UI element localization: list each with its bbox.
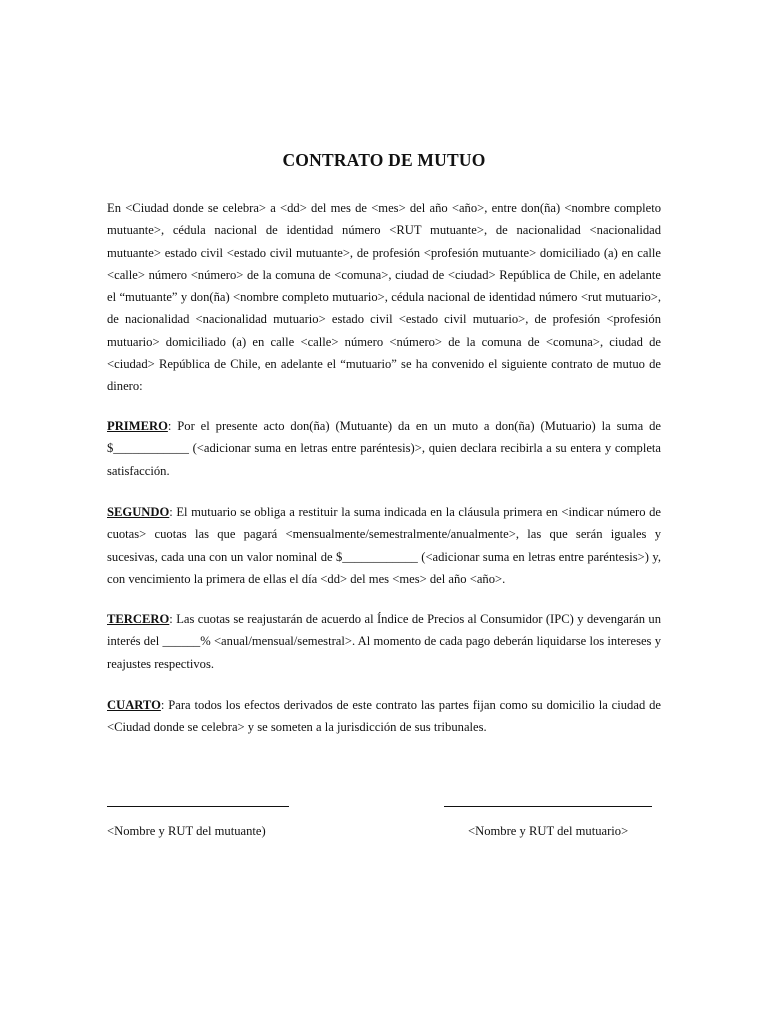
clause-text: : El mutuario se obliga a restituir la suma indicada en la cláusula primera en <indicar número de cuotas> cuotas las que pagará <mensualmente/semestralmente/anualmente>, las que serán iguales y sucesivas, cada una con un valor nominal de $____________ (<adicionar suma en letras entre paréntesis>) y, con vencimiento la primera de ellas el día <dd> del mes <mes> del año <año>. [107, 505, 661, 586]
clause-heading: SEGUNDO [107, 505, 170, 519]
signature-label-mutuario: <Nombre y RUT del mutuario> [468, 824, 629, 838]
clause-text: : Por el presente acto don(ña) (Mutuante) da en un muto a don(ña) (Mutuario) la suma de $____________ (<adicionar suma en letras entre paréntesis)>, quien declara recibirla a su entera y completa satisfacción. [107, 419, 661, 478]
clause-cuarto [107, 694, 661, 739]
intro-paragraph: En <Ciudad donde se celebra> a <dd> del mes de <mes> del año <año>, entre don(ña) <nombre completo mutuante>, cédula nacional de identidad número <RUT mutuante>, de nacionalidad <nacionalidad mutuante> estado civil <estado civil mutuante>, de profesión <profesión mutuante> domiciliado (a) en calle <calle> número <número> de la comuna de <comuna>, ciudad de <ciudad> República de Chile, en adelante el “mutuante” y don(ña) <nombre completo mutuario>, cédula nacional de identidad número <rut mutuario>, de nacionalidad <nacionalidad mutuario> estado civil <estado civil mutuario>, de profesión <profesión mutuario> domiciliado (a) en calle <calle> número <número> de la comuna de <comuna>, ciudad de <ciudad> República de Chile, en adelante el “mutuario” se ha convenido el siguiente contrato de mutuo de dinero: [107, 201, 661, 394]
clause-heading: TERCERO [107, 612, 170, 626]
clause-heading: PRIMERO [107, 419, 168, 433]
clause-text: : Para todos los efectos derivados de este contrato las partes fijan como su domicilio la ciudad de <Ciudad donde se celebra> y se someten a la jurisdicción de sus tribunales. [107, 698, 661, 735]
signature-line-mutuante [107, 806, 289, 807]
signature-label-mutuante: <Nombre y RUT del mutuante) [107, 824, 266, 838]
clause-primero [107, 415, 661, 482]
signature-line-mutuario [444, 806, 652, 807]
clause-tercero [107, 608, 661, 675]
clause-heading: CUARTO [107, 698, 161, 712]
page-title: CONTRATO DE MUTUO [282, 150, 486, 170]
clause-text: : Las cuotas se reajustarán de acuerdo al Índice de Precios al Consumidor (IPC) y devengarán un interés del ______% <anual/mensual/semestral>. Al momento de cada pago deberán liquidarse los intereses y reajustes respectivos. [107, 612, 661, 671]
clause-segundo [107, 501, 661, 590]
